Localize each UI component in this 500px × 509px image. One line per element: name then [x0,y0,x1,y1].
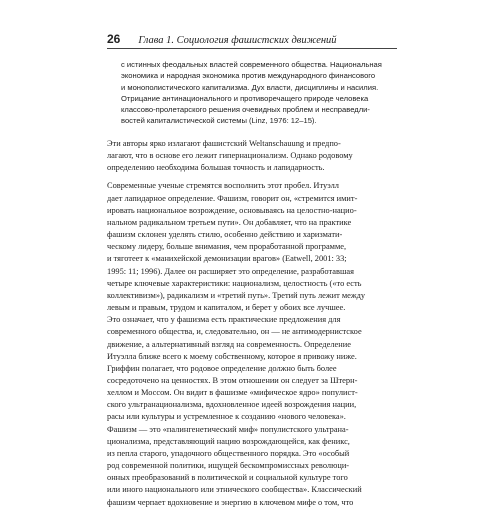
text-line: Итуэлла ближе всего к моему собственному, которое я привожу ниже. [107,351,357,361]
text-line: Фашизм — это «палингенетический миф» популистского ультрана- [107,424,349,434]
quote-line: Отрицание антинационального и противоречащего природе человека [121,93,369,103]
paragraph [107,138,397,174]
text-line: Эти авторы ярко излагают фашистский Weltanschauung и предпо- [107,139,341,148]
text-line: Современные ученые стремятся восполнить этот пробел. Итуэлл [107,181,339,191]
text-line: ировать национальное возрождение, основываясь на целостно-нацио- [107,205,357,215]
block-quote [121,59,401,127]
text-line: движение, а альтернативный взгляд на современность. Определение [107,339,351,349]
body-text [107,138,397,509]
text-line: ского ультранационализма, вдохновленное идеей возрождения нации, [107,400,357,410]
text-line: ческому лидеру, больше внимания, чем проработанной программе, [107,242,347,252]
page-number: 26 [107,32,121,46]
text-line: нальном радикальном третьем пути». Он добавляет, что на практике [107,217,352,227]
quote-line: востей капиталистической системы (Linz, 1976: 12–15). [121,116,317,126]
text-line: фашизм черпает вдохновение и энергию в ключевом мифе о том, что [107,497,354,507]
text-line: четыре ключевые характеристики: национализм, целостность («то есть [107,278,362,288]
quote-line: с истинных феодальных властей современного общества. Национальная [121,60,382,69]
text-line: род современной политики, ищущей бескомпромиссных революци- [107,461,350,471]
text-line: Гриффин полагает, что родовое определение должно быть более [107,363,337,373]
quote-line: экономика и народная экономика против международного финансового [121,71,376,81]
text-line: 1995: 11; 1996). Далее он расширяет это определение, разработавшая [107,266,354,276]
text-line: коллективизм»), радикализм и «третий путь». Третий путь лежит между [107,290,366,300]
text-line: или иного национального или этнического сообщества». Классический [107,485,362,495]
text-line: современного общества, и, следовательно, он — не антимодернистское [107,327,362,337]
page-header [107,32,407,46]
quote-line: и монополистического капитализма. Дух власти, дисциплины и насилия. [121,82,379,92]
paragraph [107,363,397,509]
text-line: онных преобразований в политической и социальной культуре того [107,473,348,483]
text-line: Это означает, что у фашизма есть практические предложения для [107,315,341,325]
header-rule [107,48,397,49]
paragraph [107,180,397,362]
text-line: сосредоточено на ценностях. В этом отношении он следует за Штерн- [107,375,358,385]
text-line: хеллом и Моссом. Он видит в фашизме «мифическое ядро» популист- [107,388,358,398]
text-line: ционализма, представляющий нацию возрождающейся, как феникс, [107,436,350,446]
quote-line: классово-пролетарского решения очевидных проблем и несправедли- [121,105,370,115]
text-line: из пепла старого, упадочного общественного порядка. Это «особый [107,448,350,458]
text-line: дает лапидарное определение. Фашизм, говорит он, «стремится имит- [107,193,358,203]
running-title: Глава 1. Социология фашистских движений [138,35,337,46]
text-line: лагают, что в основе его лежит гипернационализм. Однако родовому [107,151,353,161]
text-line: и тяготеет к «манихейской демонизации врагов» (Eatwell, 2001: 33; [107,254,347,264]
text-line: фашизм склонен уделять стилю, особенно действию и харизмати- [107,230,343,240]
text-line: определению необходима большая точность и лапидарность. [107,163,325,173]
text-line: расы или культуры и устремленное к созданию «нового человека». [107,412,346,422]
text-line: левым и правым, трудом и капиталом, и берет у обоих все лучшее. [107,303,346,313]
